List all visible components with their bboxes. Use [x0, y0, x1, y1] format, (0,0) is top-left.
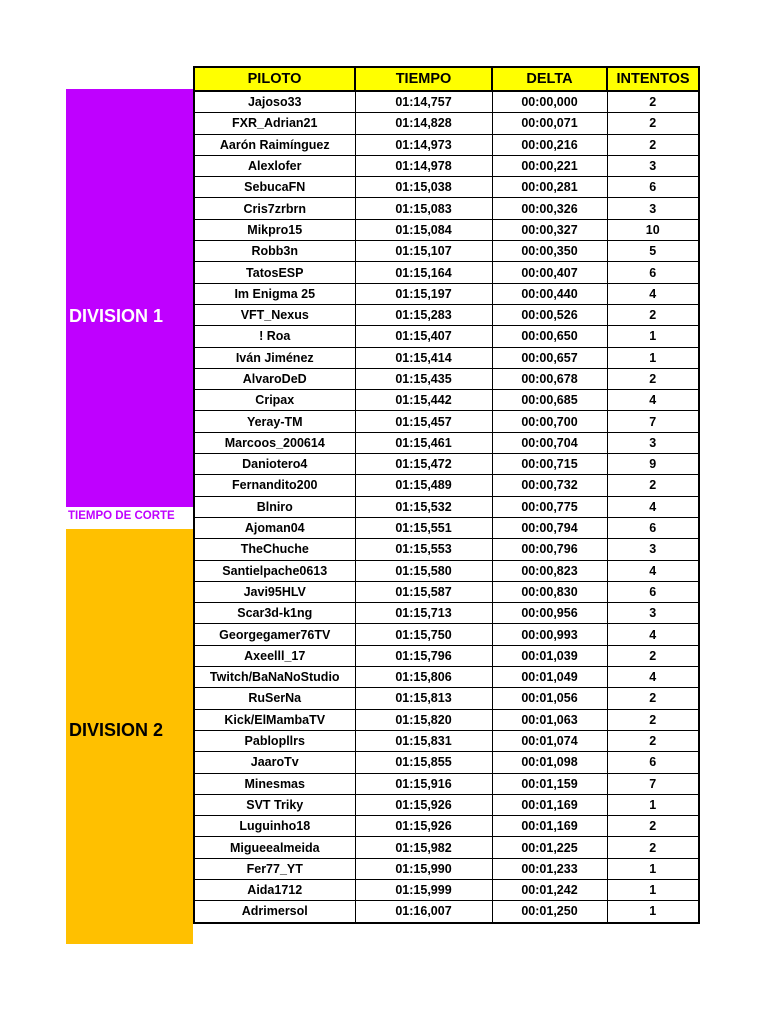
- cell-delta: 00:01,063: [492, 709, 607, 730]
- cell-delta: 00:00,715: [492, 454, 607, 475]
- cell-tiempo: 01:15,587: [355, 581, 492, 602]
- cell-piloto: TatosESP: [194, 262, 355, 283]
- cell-tiempo: 01:15,806: [355, 667, 492, 688]
- cell-tiempo: 01:14,978: [355, 155, 492, 176]
- table-row: [194, 411, 699, 432]
- cell-piloto: Daniotero4: [194, 454, 355, 475]
- cell-tiempo: 01:15,407: [355, 326, 492, 347]
- cell-tiempo: 01:15,084: [355, 219, 492, 240]
- cell-tiempo: 01:15,442: [355, 390, 492, 411]
- cell-piloto: Im Enigma 25: [194, 283, 355, 304]
- table-row: [194, 304, 699, 325]
- results-body: [194, 91, 699, 923]
- cell-tiempo: 01:15,855: [355, 752, 492, 773]
- division-1-label: DIVISION 1: [69, 306, 164, 326]
- cell-tiempo: 01:15,197: [355, 283, 492, 304]
- cell-delta: 00:01,098: [492, 752, 607, 773]
- cell-piloto: JaaroTv: [194, 752, 355, 773]
- cell-piloto: Iván Jiménez: [194, 347, 355, 368]
- cell-piloto: Robb3n: [194, 241, 355, 262]
- cell-tiempo: 01:15,999: [355, 879, 492, 900]
- table-row: [194, 91, 699, 113]
- cell-delta: 00:00,732: [492, 475, 607, 496]
- cell-delta: 00:00,650: [492, 326, 607, 347]
- table-row: [194, 454, 699, 475]
- cell-intentos: 6: [607, 177, 699, 198]
- cell-tiempo: 01:15,472: [355, 454, 492, 475]
- cell-delta: 00:00,327: [492, 219, 607, 240]
- cell-piloto: Pablopllrs: [194, 730, 355, 751]
- cell-delta: 00:00,775: [492, 496, 607, 517]
- cell-tiempo: 01:15,489: [355, 475, 492, 496]
- table-row: [194, 688, 699, 709]
- cell-delta: 00:00,350: [492, 241, 607, 262]
- cell-tiempo: 01:15,551: [355, 517, 492, 538]
- cell-delta: 00:00,704: [492, 432, 607, 453]
- cell-intentos: 2: [607, 816, 699, 837]
- cell-tiempo: 01:15,990: [355, 858, 492, 879]
- table-row: [194, 752, 699, 773]
- cell-tiempo: 01:15,414: [355, 347, 492, 368]
- cell-piloto: Cripax: [194, 390, 355, 411]
- header-row: [194, 67, 699, 91]
- cell-delta: 00:00,685: [492, 390, 607, 411]
- cell-intentos: 2: [607, 475, 699, 496]
- cell-delta: 00:00,796: [492, 539, 607, 560]
- header-tiempo: TIEMPO: [355, 67, 492, 91]
- cell-intentos: 4: [607, 496, 699, 517]
- cell-piloto: VFT_Nexus: [194, 304, 355, 325]
- cell-tiempo: 01:15,553: [355, 539, 492, 560]
- cell-tiempo: 01:15,926: [355, 816, 492, 837]
- table-row: [194, 858, 699, 879]
- table-row: [194, 816, 699, 837]
- cell-tiempo: 01:15,532: [355, 496, 492, 517]
- cell-intentos: 7: [607, 773, 699, 794]
- table-row: [194, 219, 699, 240]
- cell-tiempo: 01:15,820: [355, 709, 492, 730]
- header-intentos: INTENTOS: [607, 67, 699, 91]
- cell-tiempo: 01:14,973: [355, 134, 492, 155]
- cell-tiempo: 01:15,038: [355, 177, 492, 198]
- cell-intentos: 2: [607, 837, 699, 858]
- cell-delta: 00:01,049: [492, 667, 607, 688]
- cell-delta: 00:00,993: [492, 624, 607, 645]
- cell-delta: 00:01,159: [492, 773, 607, 794]
- cell-tiempo: 01:15,457: [355, 411, 492, 432]
- cell-tiempo: 01:14,828: [355, 113, 492, 134]
- cell-piloto: Fer77_YT: [194, 858, 355, 879]
- cell-tiempo: 01:15,982: [355, 837, 492, 858]
- cell-delta: 00:01,169: [492, 794, 607, 815]
- cell-delta: 00:00,221: [492, 155, 607, 176]
- cell-piloto: TheChuche: [194, 539, 355, 560]
- cell-piloto: Scar3d-k1ng: [194, 603, 355, 624]
- cell-piloto: Ajoman04: [194, 517, 355, 538]
- cell-intentos: 3: [607, 198, 699, 219]
- cell-tiempo: 01:15,107: [355, 241, 492, 262]
- cell-intentos: 4: [607, 667, 699, 688]
- cell-tiempo: 01:15,796: [355, 645, 492, 666]
- cell-piloto: Adrimersol: [194, 901, 355, 923]
- table-row: [194, 198, 699, 219]
- header-piloto: PILOTO: [194, 67, 355, 91]
- cell-piloto: FXR_Adrian21: [194, 113, 355, 134]
- table-row: [194, 901, 699, 923]
- cell-piloto: Jajoso33: [194, 91, 355, 113]
- cut-time-label: TIEMPO DE CORTE: [68, 510, 175, 522]
- table-row: [194, 709, 699, 730]
- table-row: [194, 645, 699, 666]
- table-row: [194, 581, 699, 602]
- cell-tiempo: 01:14,757: [355, 91, 492, 113]
- cell-delta: 00:01,233: [492, 858, 607, 879]
- cell-delta: 00:00,794: [492, 517, 607, 538]
- cell-tiempo: 01:15,926: [355, 794, 492, 815]
- cell-piloto: SebucaFN: [194, 177, 355, 198]
- cell-intentos: 1: [607, 794, 699, 815]
- cell-piloto: Luguinho18: [194, 816, 355, 837]
- cell-delta: 00:00,071: [492, 113, 607, 134]
- cell-delta: 00:01,039: [492, 645, 607, 666]
- table-row: [194, 539, 699, 560]
- cell-piloto: AlvaroDeD: [194, 368, 355, 389]
- cell-delta: 00:00,526: [492, 304, 607, 325]
- cell-piloto: Axeelll_17: [194, 645, 355, 666]
- cell-intentos: 7: [607, 411, 699, 432]
- table-row: [194, 368, 699, 389]
- cell-piloto: Minesmas: [194, 773, 355, 794]
- table-row: [194, 773, 699, 794]
- cell-intentos: 9: [607, 454, 699, 475]
- cell-piloto: Migueealmeida: [194, 837, 355, 858]
- cell-tiempo: 01:15,580: [355, 560, 492, 581]
- cell-delta: 00:01,056: [492, 688, 607, 709]
- cell-piloto: ! Roa: [194, 326, 355, 347]
- cell-delta: 00:00,657: [492, 347, 607, 368]
- cell-delta: 00:00,956: [492, 603, 607, 624]
- cell-delta: 00:00,823: [492, 560, 607, 581]
- cell-intentos: 2: [607, 709, 699, 730]
- cell-piloto: Yeray-TM: [194, 411, 355, 432]
- cell-piloto: SVT Triky: [194, 794, 355, 815]
- cell-intentos: 3: [607, 155, 699, 176]
- cell-intentos: 2: [607, 645, 699, 666]
- cell-piloto: Kick/ElMambaTV: [194, 709, 355, 730]
- table-row: [194, 326, 699, 347]
- cell-delta: 00:01,225: [492, 837, 607, 858]
- cell-intentos: 5: [607, 241, 699, 262]
- header-delta: DELTA: [492, 67, 607, 91]
- division-2-band: [66, 529, 193, 944]
- cell-delta: 00:00,700: [492, 411, 607, 432]
- table-row: [194, 347, 699, 368]
- cell-piloto: Marcoos_200614: [194, 432, 355, 453]
- cell-intentos: 1: [607, 347, 699, 368]
- cell-intentos: 6: [607, 752, 699, 773]
- table-row: [194, 603, 699, 624]
- cell-piloto: Alexlofer: [194, 155, 355, 176]
- cell-intentos: 2: [607, 368, 699, 389]
- cell-piloto: RuSerNa: [194, 688, 355, 709]
- cell-intentos: 6: [607, 581, 699, 602]
- table-row: [194, 134, 699, 155]
- cell-tiempo: 01:15,750: [355, 624, 492, 645]
- cell-delta: 00:00,407: [492, 262, 607, 283]
- table-row: [194, 496, 699, 517]
- cell-piloto: Aarón Raimínguez: [194, 134, 355, 155]
- division-1-band: [66, 89, 193, 507]
- cell-piloto: Georgegamer76TV: [194, 624, 355, 645]
- table-row: [194, 794, 699, 815]
- cell-intentos: 3: [607, 539, 699, 560]
- cell-intentos: 4: [607, 560, 699, 581]
- table-row: [194, 624, 699, 645]
- cell-intentos: 4: [607, 624, 699, 645]
- cell-piloto: Blniro: [194, 496, 355, 517]
- cell-tiempo: 01:15,435: [355, 368, 492, 389]
- division-2-label: DIVISION 2: [69, 720, 164, 740]
- cell-tiempo: 01:15,713: [355, 603, 492, 624]
- cell-delta: 00:00,440: [492, 283, 607, 304]
- table-row: [194, 283, 699, 304]
- cell-delta: 00:00,000: [492, 91, 607, 113]
- table-row: [194, 177, 699, 198]
- cell-intentos: 1: [607, 901, 699, 923]
- cell-delta: 00:01,169: [492, 816, 607, 837]
- cell-piloto: Aida1712: [194, 879, 355, 900]
- table-row: [194, 879, 699, 900]
- cell-intentos: 2: [607, 134, 699, 155]
- table-row: [194, 837, 699, 858]
- cell-piloto: Mikpro15: [194, 219, 355, 240]
- cell-piloto: Santielpache0613: [194, 560, 355, 581]
- cell-delta: 00:00,281: [492, 177, 607, 198]
- cell-intentos: 10: [607, 219, 699, 240]
- cell-tiempo: 01:15,283: [355, 304, 492, 325]
- cell-tiempo: 01:15,831: [355, 730, 492, 751]
- table-row: [194, 155, 699, 176]
- cell-intentos: 2: [607, 730, 699, 751]
- cell-intentos: 6: [607, 517, 699, 538]
- table-row: [194, 560, 699, 581]
- cell-intentos: 6: [607, 262, 699, 283]
- cell-tiempo: 01:15,083: [355, 198, 492, 219]
- table-row: [194, 390, 699, 411]
- table-row: [194, 432, 699, 453]
- cell-delta: 00:00,326: [492, 198, 607, 219]
- table-row: [194, 241, 699, 262]
- cell-tiempo: 01:15,916: [355, 773, 492, 794]
- cell-tiempo: 01:15,164: [355, 262, 492, 283]
- cell-intentos: 2: [607, 304, 699, 325]
- cell-tiempo: 01:15,461: [355, 432, 492, 453]
- cell-delta: 00:00,216: [492, 134, 607, 155]
- table-row: [194, 667, 699, 688]
- results-table: [193, 66, 700, 924]
- cell-intentos: 4: [607, 390, 699, 411]
- cell-piloto: Fernandito200: [194, 475, 355, 496]
- table-row: [194, 517, 699, 538]
- cell-intentos: 2: [607, 113, 699, 134]
- cell-tiempo: 01:15,813: [355, 688, 492, 709]
- table-row: [194, 262, 699, 283]
- table-row: [194, 475, 699, 496]
- cell-piloto: Javi95HLV: [194, 581, 355, 602]
- cell-delta: 00:01,250: [492, 901, 607, 923]
- cell-intentos: 1: [607, 879, 699, 900]
- cell-intentos: 3: [607, 603, 699, 624]
- cell-piloto: Twitch/BaNaNoStudio: [194, 667, 355, 688]
- cell-tiempo: 01:16,007: [355, 901, 492, 923]
- table-row: [194, 113, 699, 134]
- cell-intentos: 1: [607, 326, 699, 347]
- cell-intentos: 2: [607, 91, 699, 113]
- cell-intentos: 1: [607, 858, 699, 879]
- table-row: [194, 730, 699, 751]
- cell-delta: 00:01,074: [492, 730, 607, 751]
- cell-intentos: 4: [607, 283, 699, 304]
- cell-piloto: Cris7zrbrn: [194, 198, 355, 219]
- cell-delta: 00:00,678: [492, 368, 607, 389]
- cell-intentos: 3: [607, 432, 699, 453]
- cell-delta: 00:00,830: [492, 581, 607, 602]
- cell-delta: 00:01,242: [492, 879, 607, 900]
- cell-intentos: 2: [607, 688, 699, 709]
